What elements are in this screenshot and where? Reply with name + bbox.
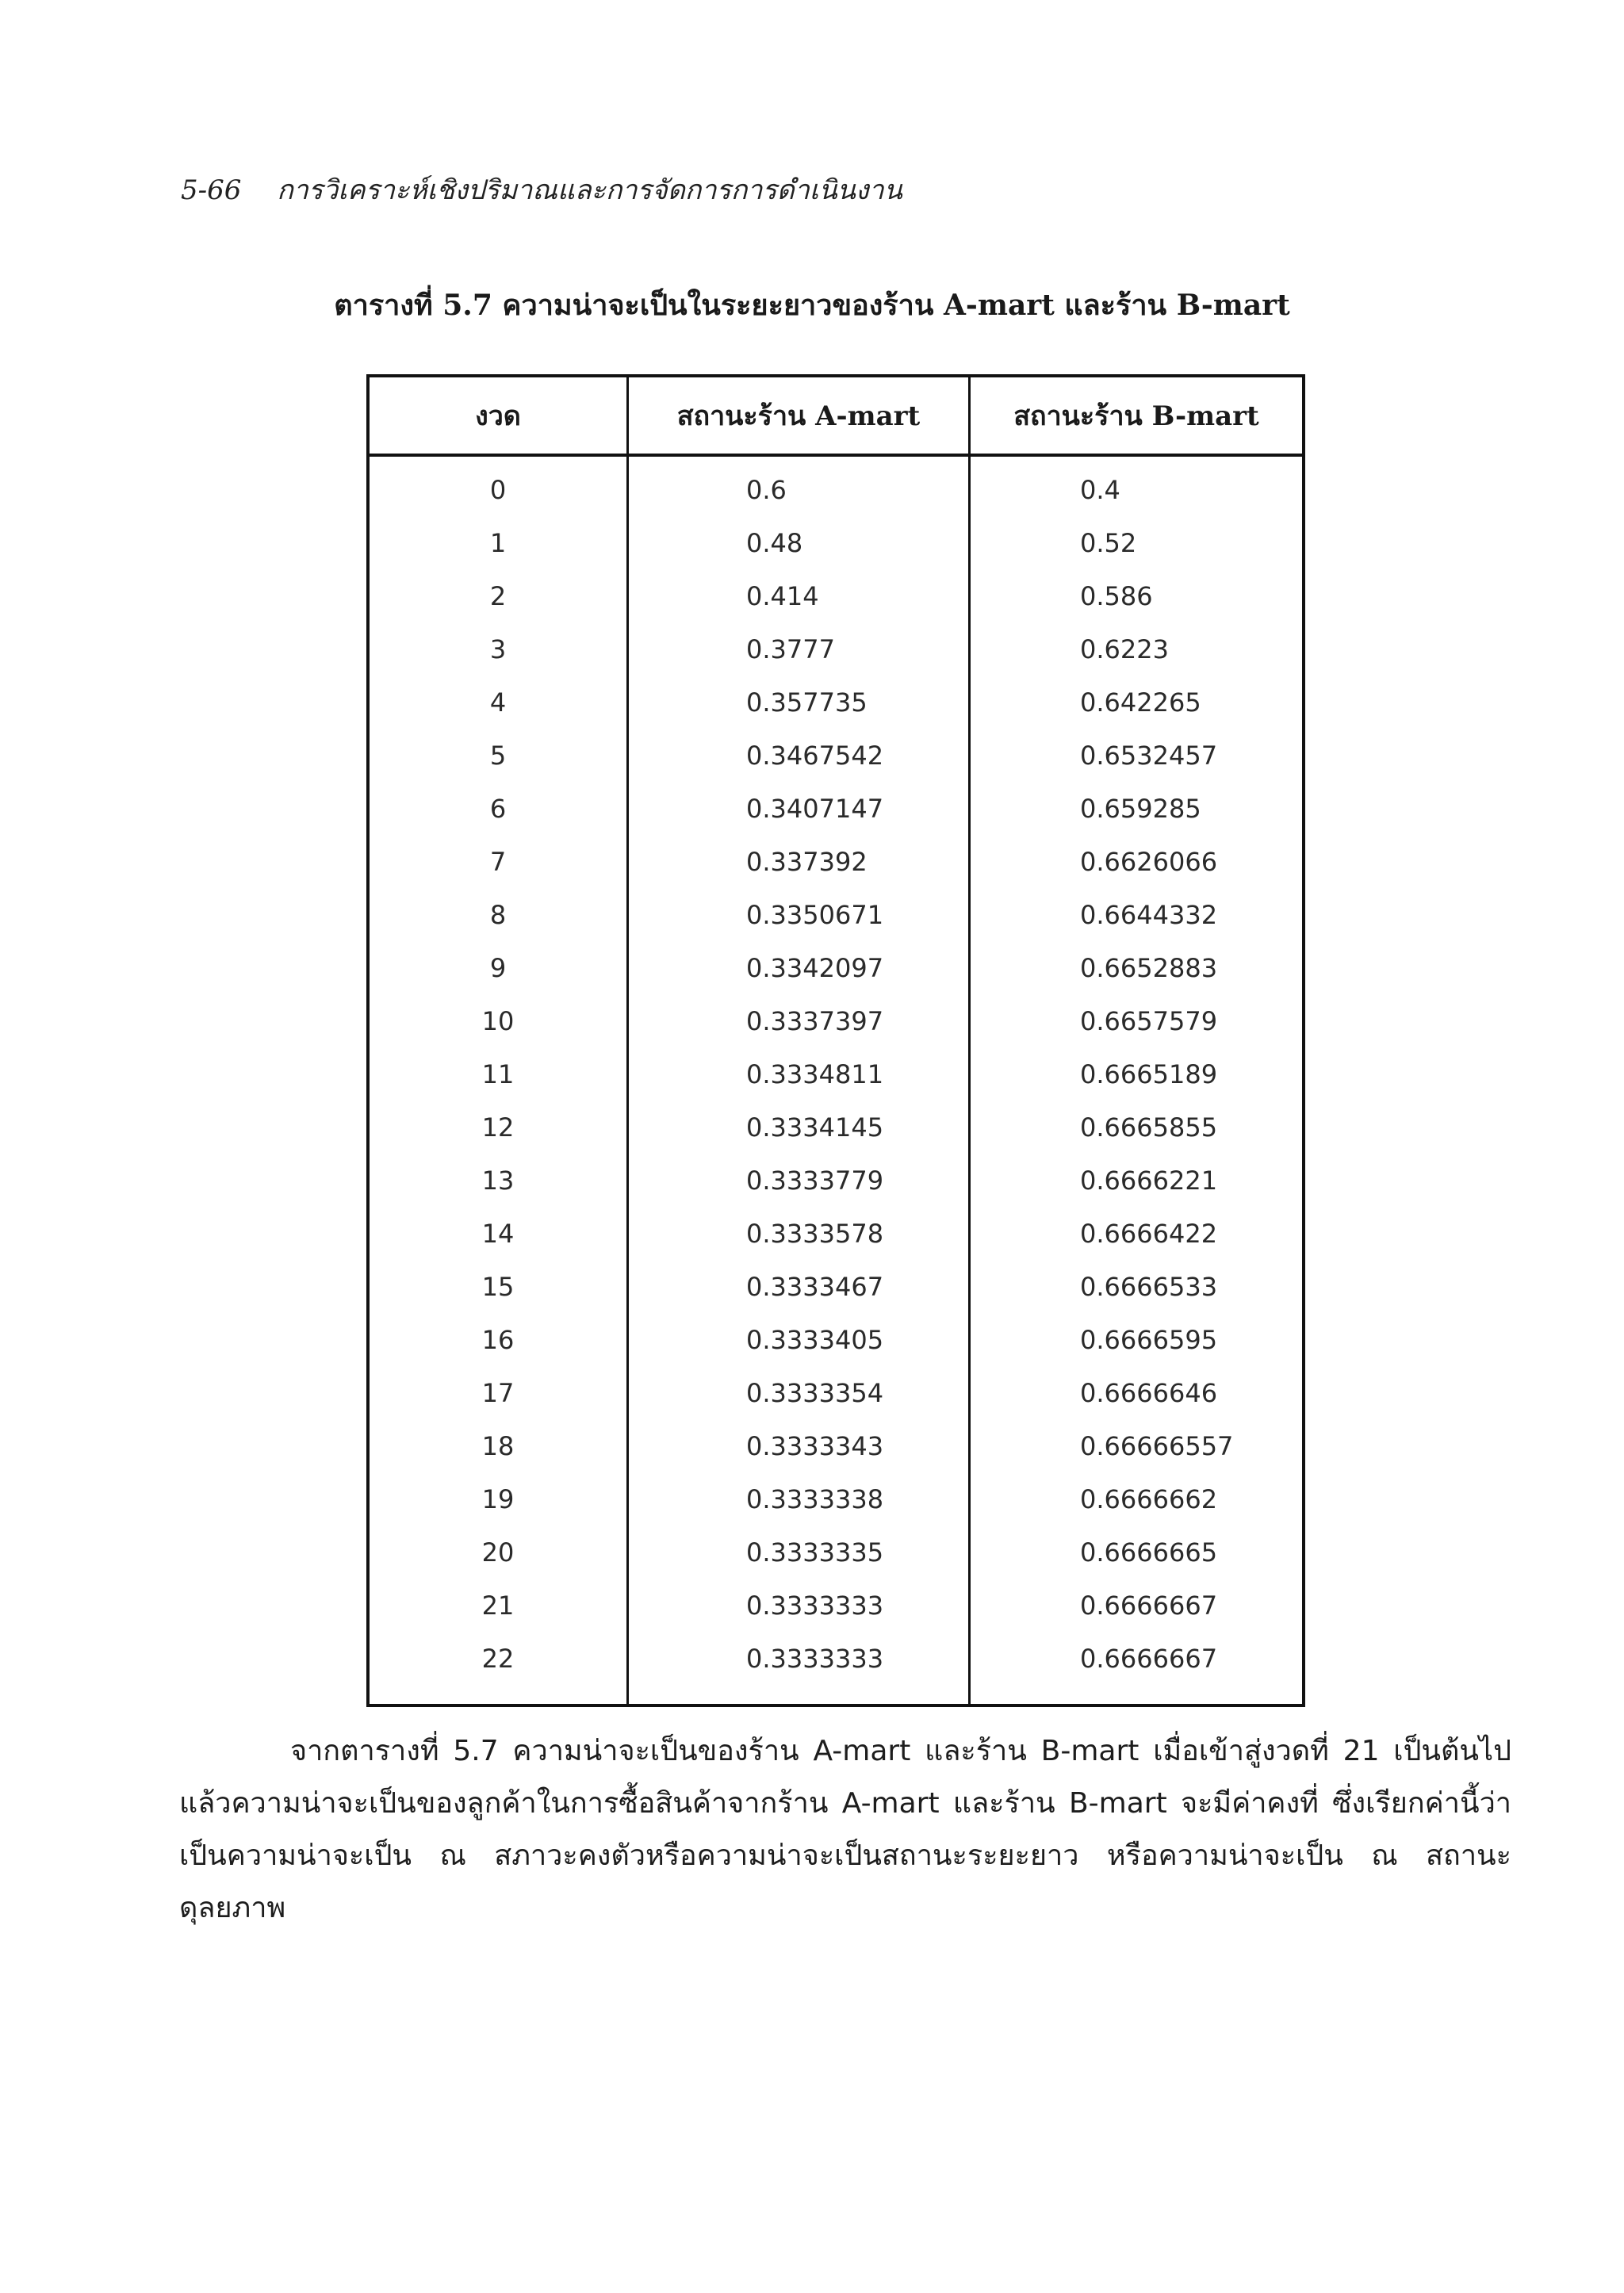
page-number: 5-66 [181,174,242,206]
cell-period: 1 [368,516,628,569]
cell-b-mart: 0.6666665 [970,1525,1304,1579]
running-head [181,168,902,211]
cell-period: 6 [368,782,628,835]
cell-b-mart: 0.6665855 [970,1101,1304,1154]
cell-a-mart: 0.357735 [628,676,970,729]
cell-a-mart: 0.3334145 [628,1101,970,1154]
cell-period: 15 [368,1260,628,1313]
table-row [368,941,1304,994]
table-caption: ตารางที่ 5.7 ความน่าจะเป็นในระยะยาวของร้าน A-mart และร้าน B-mart [334,289,1290,322]
cell-period: 11 [368,1047,628,1101]
cell-b-mart: 0.659285 [970,782,1304,835]
table-row [368,455,1304,516]
cell-period: 4 [368,676,628,729]
body-paragraph: จากตารางที่ 5.7 ความน่าจะเป็นของร้าน A-mart และร้าน B-mart เมื่อเข้าสู่งวดที่ 21 เป็นต้นไปแล้วความน่าจะเป็นของลูกค้าในการซื้อสินค้าจากร้าน A-mart และร้าน B-mart จะมีค่าคงที่ ซึ่งเรียกค่านี้ว่าเป็นความน่าจะเป็น ณ สภาวะคงตัวหรือความน่าจะเป็นสถานะระยะยาว หรือความน่าจะเป็น ณ สถานะดุลยภาพ [179,1735,1511,1924]
cell-a-mart: 0.3333338 [628,1472,970,1525]
table-row [368,888,1304,941]
cell-b-mart: 0.6666646 [970,1366,1304,1419]
cell-a-mart: 0.3333333 [628,1579,970,1632]
cell-period: 21 [368,1579,628,1632]
header-period: งวด [368,376,628,455]
cell-period: 10 [368,994,628,1047]
cell-period: 19 [368,1472,628,1525]
cell-b-mart: 0.52 [970,516,1304,569]
cell-a-mart: 0.48 [628,516,970,569]
table-row [368,569,1304,622]
cell-a-mart: 0.414 [628,569,970,622]
cell-b-mart: 0.6657579 [970,994,1304,1047]
table-row [368,1047,1304,1101]
table-row [368,676,1304,729]
table-row [368,1101,1304,1154]
cell-a-mart: 0.6 [628,455,970,516]
cell-a-mart: 0.3333405 [628,1313,970,1366]
cell-b-mart: 0.6666667 [970,1579,1304,1632]
table-row [368,1366,1304,1419]
cell-a-mart: 0.3350671 [628,888,970,941]
cell-b-mart: 0.6532457 [970,729,1304,782]
table-row [368,1154,1304,1207]
cell-period: 14 [368,1207,628,1260]
cell-period: 17 [368,1366,628,1419]
cell-b-mart: 0.6666662 [970,1472,1304,1525]
cell-period: 16 [368,1313,628,1366]
table-row [368,1472,1304,1525]
cell-period: 20 [368,1525,628,1579]
cell-a-mart: 0.3333467 [628,1260,970,1313]
cell-a-mart: 0.337392 [628,835,970,888]
table-row [368,1313,1304,1366]
cell-b-mart: 0.6666221 [970,1154,1304,1207]
cell-period: 0 [368,455,628,516]
cell-b-mart: 0.4 [970,455,1304,516]
cell-a-mart: 0.3342097 [628,941,970,994]
table-row [368,1260,1304,1313]
table-row [368,994,1304,1047]
table-row [368,622,1304,676]
cell-b-mart: 0.642265 [970,676,1304,729]
cell-b-mart: 0.6652883 [970,941,1304,994]
cell-a-mart: 0.3333578 [628,1207,970,1260]
cell-b-mart: 0.6223 [970,622,1304,676]
header-a-mart: สถานะร้าน A-mart [628,376,970,455]
cell-a-mart: 0.3337397 [628,994,970,1047]
header-b-mart: สถานะร้าน B-mart [970,376,1304,455]
table-row [368,782,1304,835]
table-row [368,835,1304,888]
table-row [368,1632,1304,1705]
cell-b-mart: 0.6626066 [970,835,1304,888]
table-row [368,1207,1304,1260]
cell-a-mart: 0.3407147 [628,782,970,835]
table-row [368,1579,1304,1632]
cell-b-mart: 0.6666667 [970,1632,1304,1705]
table-row [368,1419,1304,1472]
table-row [368,1525,1304,1579]
probability-table [366,374,1305,1707]
cell-b-mart: 0.6644332 [970,888,1304,941]
cell-period: 22 [368,1632,628,1705]
cell-a-mart: 0.3334811 [628,1047,970,1101]
cell-period: 7 [368,835,628,888]
cell-period: 3 [368,622,628,676]
cell-a-mart: 0.3333335 [628,1525,970,1579]
cell-b-mart: 0.66666557 [970,1419,1304,1472]
cell-period: 9 [368,941,628,994]
book-title: การวิเคราะห์เชิงปริมาณและการจัดการการดำเนินงาน [277,174,902,206]
table-row [368,729,1304,782]
cell-period: 13 [368,1154,628,1207]
cell-period: 2 [368,569,628,622]
cell-b-mart: 0.6666595 [970,1313,1304,1366]
cell-a-mart: 0.3333354 [628,1366,970,1419]
cell-b-mart: 0.6665189 [970,1047,1304,1101]
cell-a-mart: 0.3467542 [628,729,970,782]
table-header-row [368,376,1304,455]
cell-period: 8 [368,888,628,941]
table-body [368,455,1304,1705]
cell-period: 12 [368,1101,628,1154]
cell-period: 18 [368,1419,628,1472]
cell-b-mart: 0.586 [970,569,1304,622]
cell-a-mart: 0.3333333 [628,1632,970,1705]
cell-a-mart: 0.3333343 [628,1419,970,1472]
cell-b-mart: 0.6666422 [970,1207,1304,1260]
table-row [368,516,1304,569]
cell-a-mart: 0.3333779 [628,1154,970,1207]
cell-period: 5 [368,729,628,782]
cell-a-mart: 0.3777 [628,622,970,676]
cell-b-mart: 0.6666533 [970,1260,1304,1313]
